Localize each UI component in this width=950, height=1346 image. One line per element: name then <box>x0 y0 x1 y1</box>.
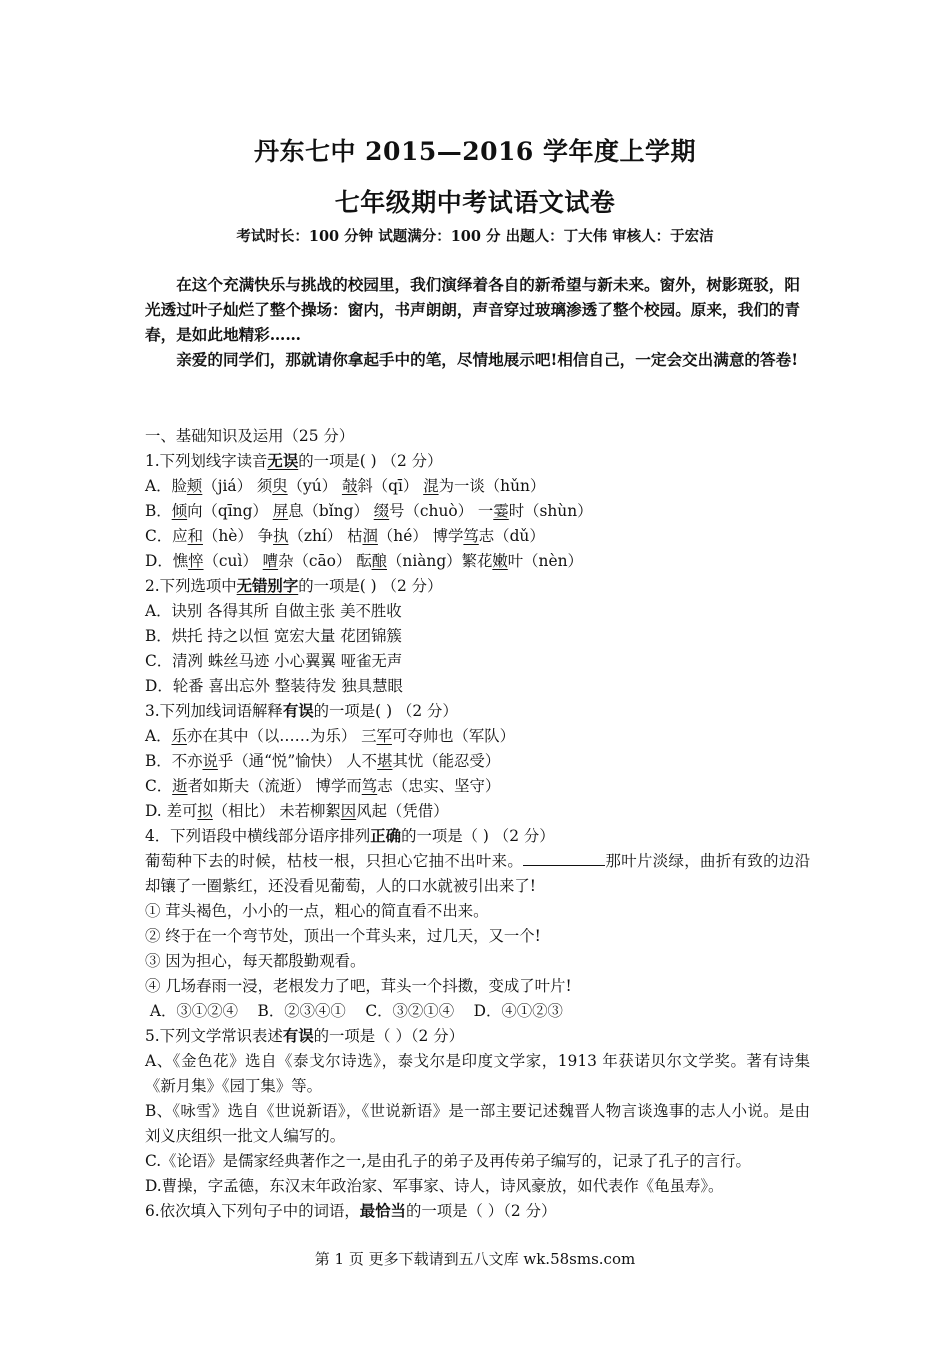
question-1-stem: 1.下列划线字读音无误的一项是( ) （2 分） <box>145 452 443 470</box>
emphasis-text: 正确 <box>370 827 402 845</box>
question-2-option-c: C．清冽 蛛丝马迹 小心翼翼 哑雀无声 <box>145 652 403 670</box>
question-2-stem: 2.下列选项中无错别字的一项是( ) （2 分） <box>145 577 443 595</box>
question-1-option-a: A．脸颊（jiá） 须臾（yú） 攲斜（qī） 混为一谈（hǔn） <box>145 477 546 495</box>
exam-meta-info: 考试时长：100 分钟 试题满分：100 分 出题人：丁大伟 审核人：于宏洁 <box>236 228 714 245</box>
question-2-option-a: A．诀别 各得其所 自做主张 美不胜收 <box>145 602 402 620</box>
exam-body <box>145 424 810 1224</box>
question-6-stem: 6.依次填入下列句子中的词语，最恰当的一项是（ ）（2 分） <box>145 1202 557 1220</box>
emphasis-text: 最恰当 <box>359 1202 406 1220</box>
emphasis-text: 无错别字 <box>236 577 299 595</box>
question-4-options: A．③①②④ B．②③④① C．③②①④ D．④①②③ <box>145 1002 563 1020</box>
question-2-option-b: B．烘托 持之以恒 宽宏大量 花团锦簇 <box>145 627 402 645</box>
question-4-item-2: ② 终于在一个弯节处，顶出一个茸头来，过几天，又一个! <box>145 927 541 945</box>
question-5-option-d: D.曹操，字孟德，东汉末年政治家、军事家、诗人，诗风豪放，如代表作《龟虽寿》。 <box>145 1177 724 1195</box>
emphasis-text: 有误 <box>282 702 314 720</box>
question-4-item-1: ① 茸头褐色，小小的一点，粗心的简直看不出来。 <box>145 902 489 920</box>
question-5-option-b: B、《咏雪》选自《世说新语》，《世说新语》是一部主要记述魏晋人物言谈逸事的志人小说。是由刘义庆组织一批文人编写的。 <box>145 1102 810 1145</box>
page-footer: 第 1 页 更多下载请到五八文库 wk.58sms.com <box>314 1250 636 1268</box>
question-5-option-c: C.《论语》是儒家经典著作之一,是由孔子的弟子及再传弟子编写的，记录了孔子的言行。 <box>145 1152 751 1170</box>
question-4-item-3: ③ 因为担心，每天都殷勤观看。 <box>145 952 366 970</box>
question-5-stem: 5.下列文学常识表述有误的一项是（ ）（2 分） <box>145 1027 465 1045</box>
question-4-passage: 葡萄种下去的时候，枯枝一根，只担心它抽不出叶来。 那叶片淡绿，曲折有致的边沿却镶了一圈紫红，还没看见葡萄，人的口水就被引出来了! <box>145 852 810 895</box>
question-3-option-b: B．不亦说乎（通“悦”愉快） 人不堪其忧（能忍受） <box>145 752 501 770</box>
question-4-stem: 4．下列语段中横线部分语序排列正确的一项是（ ) （2 分） <box>145 827 555 845</box>
fill-blank-line <box>523 851 605 866</box>
exam-title-subject: 七年级期中考试语文试卷 <box>334 188 616 217</box>
question-1-option-c: C．应和（hè） 争执（zhí） 枯涸（hé） 博学笃志（dǔ） <box>145 527 545 545</box>
question-4-item-4: ④ 几场春雨一浸，老根发力了吧，茸头一个抖擞，变成了叶片! <box>145 977 572 995</box>
emphasis-text: 无误 <box>267 452 299 470</box>
emphasis-text: 有误 <box>282 1027 314 1045</box>
section-heading: 一、基础知识及运用（25 分） <box>145 427 355 445</box>
question-3-option-a: A．乐亦在其中（以……为乐） 三军可夺帅也（军队） <box>145 727 516 745</box>
question-1-option-b: B．倾向（qīng） 屏息（bǐng） 缀号（chuò） 一霎时（shùn） <box>145 502 593 520</box>
question-3-option-c: C．逝者如斯夫（流逝） 博学而笃志（忠实、坚守） <box>145 777 501 795</box>
exam-title-school: 丹东七中 2015—2016 学年度上学期 <box>253 137 697 166</box>
question-1-option-d: D．憔悴（cuì） 嘈杂（cāo） 酝酿（niàng）繁花嫩叶（nèn） <box>145 552 583 570</box>
intro-paragraph-1: 在这个充满快乐与挑战的校园里，我们演绎着各自的新希望与新未来。窗外，树影斑驳，阳光透过叶子灿烂了整个操场：窗内，书声朗朗，声音穿过玻璃渗透了整个校园。原来，我们的青春，是如此地精彩…… <box>145 275 800 344</box>
question-5-option-a: A、《金色花》选自《泰戈尔诗选》，泰戈尔是印度文学家，1913 年获诺贝尔文学奖。著有诗集《新月集》《园丁集》等。 <box>145 1052 810 1095</box>
intro-paragraph-2: 亲爱的同学们，那就请你拿起手中的笔，尽情地展示吧!相信自己，一定会交出满意的答卷! <box>176 350 799 369</box>
question-3-option-d: D. 差可拟（相比） 未若柳絮因风起（凭借） <box>145 802 449 820</box>
question-3-stem: 3.下列加线词语解释有误的一项是( ) （2 分） <box>145 702 458 720</box>
question-2-option-d: D．轮番 喜出忘外 整装待发 独具慧眼 <box>145 677 403 695</box>
